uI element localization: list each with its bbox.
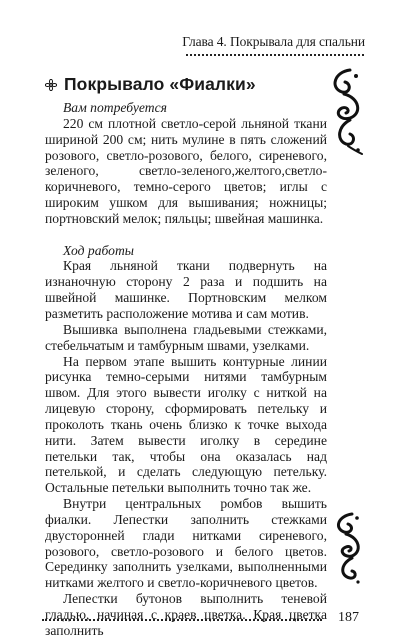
body-text: [45, 100, 327, 639]
footer-dotted-rule: [42, 619, 322, 621]
procedure-paragraph: На первом этапе вышить контурные линии рисунка темно-серыми нитями тамбурным швом. Для этого вывести иголку с ниткой на лицевую сторону, сформировать петельку и проколоть ткань очень близко к точке выхода нити. Затем вывести иголку в середине петельки так, чтобы она оказалась над петелькой, и сделать следующую петельку. Остальные петельки выполнить точно так же.: [45, 353, 327, 496]
scroll-ornament-icon: [326, 510, 366, 586]
materials-text: 220 см плотной светло-серой льняной ткани шириной 200 см; нить мулине в пять сложений розового, светло-розового, белого, сиреневого, зеленого, светло-зеленого,желтого,светло-коричневого, темно-серого цветов; иглы с широким ушком для вышивания; ножницы; портновский мелок; пяльцы; швейная машинка.: [45, 115, 327, 226]
section-title: Покрывало «Фиалки»: [64, 74, 256, 94]
procedure-paragraph: Лепестки бутонов выполнить теневой гладью, начиная с краев цветка. Края цветка заполнить: [45, 591, 327, 638]
procedure-paragraph: Внутри центральных ромбов вышить фиалки. Лепестки заполнить стежками двусторонней глади нитками сиреневого, розового, светло-розового и белого цветов. Серединку заполнить узелками, выполненными нитками желтого и светло-коричневого цветов.: [45, 496, 327, 591]
running-header: Глава 4. Покрывала для спальни: [182, 34, 365, 49]
procedure-paragraph: Края льняной ткани подвернуть на изнаночную сторону 2 раза и подшить на швейной машинке. Портновским мелком разметить расположение мотива и сам мотив.: [45, 258, 327, 321]
header-dotted-rule: [186, 54, 364, 56]
page-number: 187: [338, 610, 359, 625]
procedure-heading: Ход работы: [63, 242, 134, 258]
procedure-paragraph: Вышивка выполнена гладьевыми стежками, стебельчатым и тамбурным швами, узелками.: [45, 321, 327, 353]
flower-icon: [45, 79, 57, 91]
materials-heading: Вам потребуется: [63, 100, 167, 115]
